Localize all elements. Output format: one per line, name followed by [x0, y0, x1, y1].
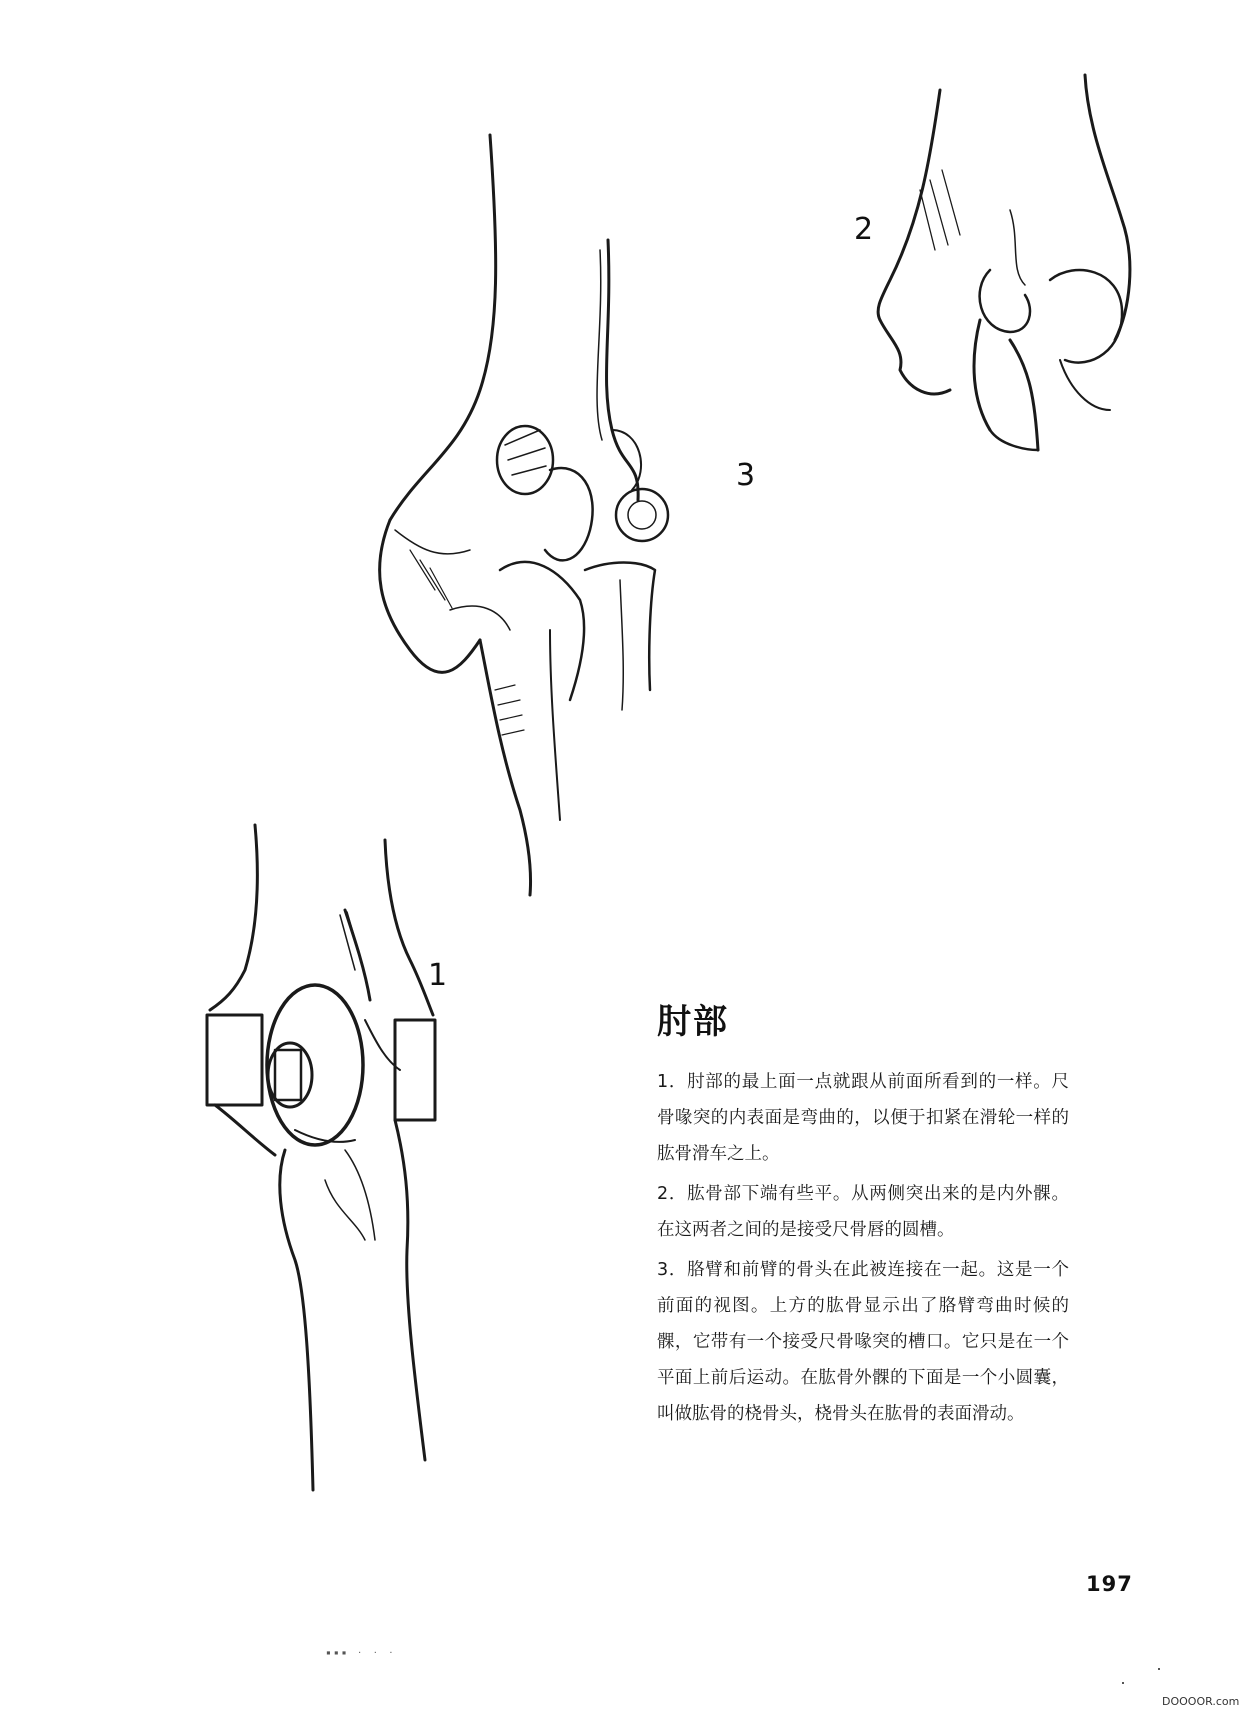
scan-artifact-marks: ▪▪▪ · · ·: [326, 1648, 397, 1657]
scan-dot: [1122, 1682, 1124, 1684]
body-text: [657, 1064, 1069, 1436]
figure-3-number: 3: [736, 458, 756, 493]
figure-1-elbow-lateral-sketch: [195, 820, 455, 1500]
section-title: 肘部: [657, 1002, 729, 1042]
page-number: 197: [1086, 1572, 1133, 1596]
figure-2-number: 2: [854, 212, 874, 247]
watermark: DOOOOR.com: [1162, 1695, 1240, 1708]
paragraph-1: 1．肘部的最上面一点就跟从前面所看到的一样。尺骨喙突的内表面是弯曲的，以便于扣紧在滑轮一样的肱骨滑车之上。: [657, 1072, 1069, 1164]
paragraph-3: 3．胳臂和前臂的骨头在此被连接在一起。这是一个前面的视图。上方的肱骨显示出了胳臂弯曲时候的髁，它带有一个接受尺骨喙突的槽口。它只是在一个平面上前后运动。在肱骨外髁的下面是一个小圆囊，叫做肱骨的桡骨头，桡骨头在肱骨的表面滑动。: [657, 1260, 1069, 1424]
paragraph-2: 2．肱骨部下端有些平。从两侧突出来的是内外髁。在这两者之间的是接受尺骨唇的圆槽。: [657, 1184, 1069, 1240]
figure-2-humerus-sketch: [860, 70, 1160, 470]
figure-3-elbow-front-sketch: [350, 130, 720, 900]
scan-dot: [1158, 1668, 1160, 1670]
figure-1-number: 1: [428, 958, 448, 993]
